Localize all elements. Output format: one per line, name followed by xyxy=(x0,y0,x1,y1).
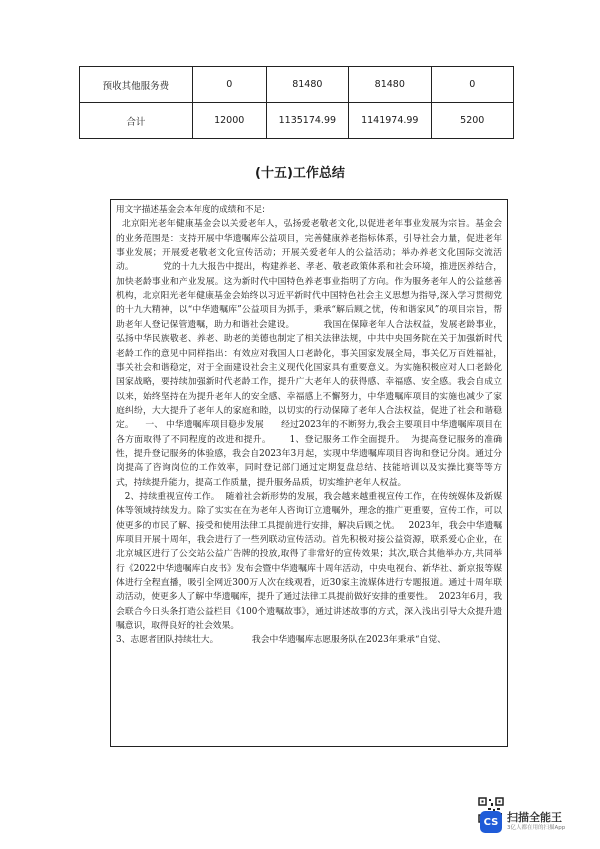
table-row xyxy=(80,103,514,139)
section-title: (十五)工作总结 xyxy=(255,166,345,181)
table-cell: 81480 xyxy=(266,67,348,103)
summary-heading: 用文字描述基金会本年度的成绩和不足: xyxy=(116,205,265,215)
table-cell: 12000 xyxy=(192,103,266,139)
table-cell: 5200 xyxy=(431,103,514,139)
table-row xyxy=(80,67,514,103)
table-cell: 0 xyxy=(192,67,266,103)
watermark-name: 扫描全能王 xyxy=(507,811,562,824)
table-cell: 81480 xyxy=(349,67,431,103)
table-cell: 合计 xyxy=(80,103,193,139)
finance-table xyxy=(79,66,514,139)
table-cell: 1135174.99 xyxy=(266,103,348,139)
table-cell: 1141974.99 xyxy=(349,103,431,139)
table-cell: 预收其他服务费 xyxy=(80,67,193,103)
scanner-watermark xyxy=(480,809,590,835)
camscanner-logo-icon: CS xyxy=(480,811,502,833)
table-cell: 0 xyxy=(431,67,514,103)
summary-body: 北京阳光老年健康基金会以关爱老年人，弘扬爱老敬老文化,以促进老年事业发展为宗旨。基金会的业务范围是：支持开展中华遗嘱库公益项目，完善健康养老指标体系，引导社会力量，促进老年事业发展；开展爱老敬老文化宣传活动；开展关爱老年人的公益活动；举办养老文化国际交流活动。 党的十九大报告中提出，构建养老、孝老、敬老政策体系和社会环境，推进医养结合，加快老龄事业和产业发展。这为新时代中国特色养老事业指明了方向。作为服务老年人的公益慈善机构，北京阳光老年健康基金会始终以习近平新时代中国特色社会主义思想为指导,深入学习贯彻党的十九大精神，以“中华遗嘱库”公益项目为抓手，秉承“解后顾之忧，传和谐家风”的项目宗旨，帮助老年人登记保管遗嘱，助力和谐社会建设。 我国在保障老年人合法权益，发展老龄事业，弘扬中华民族敬老、养老、助老的美德也制定了相关法律法规，中共中央国务院在关于加强新时代老龄工作的意见中同样指出：有效应对我国人口老龄化，事关国家发展全局，事关亿万百姓福祉，事关社会和谐稳定，对于全面建设社会主义现代化国家具有重要意义。为实施积极应对人口老龄化国家战略，要持续加强新时代老龄工作，提升广大老年人的获得感、幸福感、安全感。我会自成立以来，始终坚持在为提升老年人的安全感、幸福感上不懈努力，中华遗嘱库项目的实施也减少了家庭纠纷，大大提升了老年人的家庭和睦，以切实的行动保障了老年人合法权益，促进了社会和谐稳定。 一、 中华遗嘱库项目稳步发展 经过2023年的不断努力,我会主要项目中华遗嘱库项目在各方面取得了不同程度的改进和提升。 1、登记服务工作全面提升。 为提高登记服务的准确性，提升登记服务的体验感，我会自2023年3月起，实现中华遗嘱库项目咨询和登记分岗。通过分岗提高了咨询岗位的工作效率，同时登记部门通过定期复盘总结、技能培训以及实操比赛等等方式，持续提升能力，提高工作质量，提升服务品质，切实维护老年人权益。 2、持续重视宣传工作。 随着社会新形势的发展，我会越来越重视宣传工作，在传统媒体及新媒体等领域持续发力。除了实实在在为老年人咨询订立遗嘱外，理念的推广更重要，宣传工作，可以使更多的市民了解、接受和使用法律工具提前进行安排，解决后顾之忧。 2023年，我会中华遗嘱库项目开展十周年，我会进行了一些列联动宣传活动。首先积极对接公益资源，联系爱心企业，在北京城区进行了公交站公益广告牌的投放,取得了非常好的宣传效果；其次,联合其他举办方,共同举行《2022中华遗嘱库白皮书》发布会暨中华遗嘱库十周年活动，中央电视台、新华社、新京报等媒体进行全程直播，吸引全网近300万人次在线观看，近30家主流媒体进行专题报道。通过十周年联动活动，使更多人了解中华遗嘱库，提升了通过法律工具提前做好安排的重要性。 2023年6月，我会联合今日头条打造公益栏目《100个遗嘱故事》，通过讲述故事的方式，深入浅出引导大众提升遗嘱意识，取得良好的社会效果。 3、志愿者团队持续壮大。 我会中华遗嘱库志愿服务队在2023年秉承“自觉、 xyxy=(116,219,502,646)
summary-box xyxy=(110,199,508,747)
watermark-tagline: 3亿人都在用的扫描App xyxy=(507,825,566,831)
